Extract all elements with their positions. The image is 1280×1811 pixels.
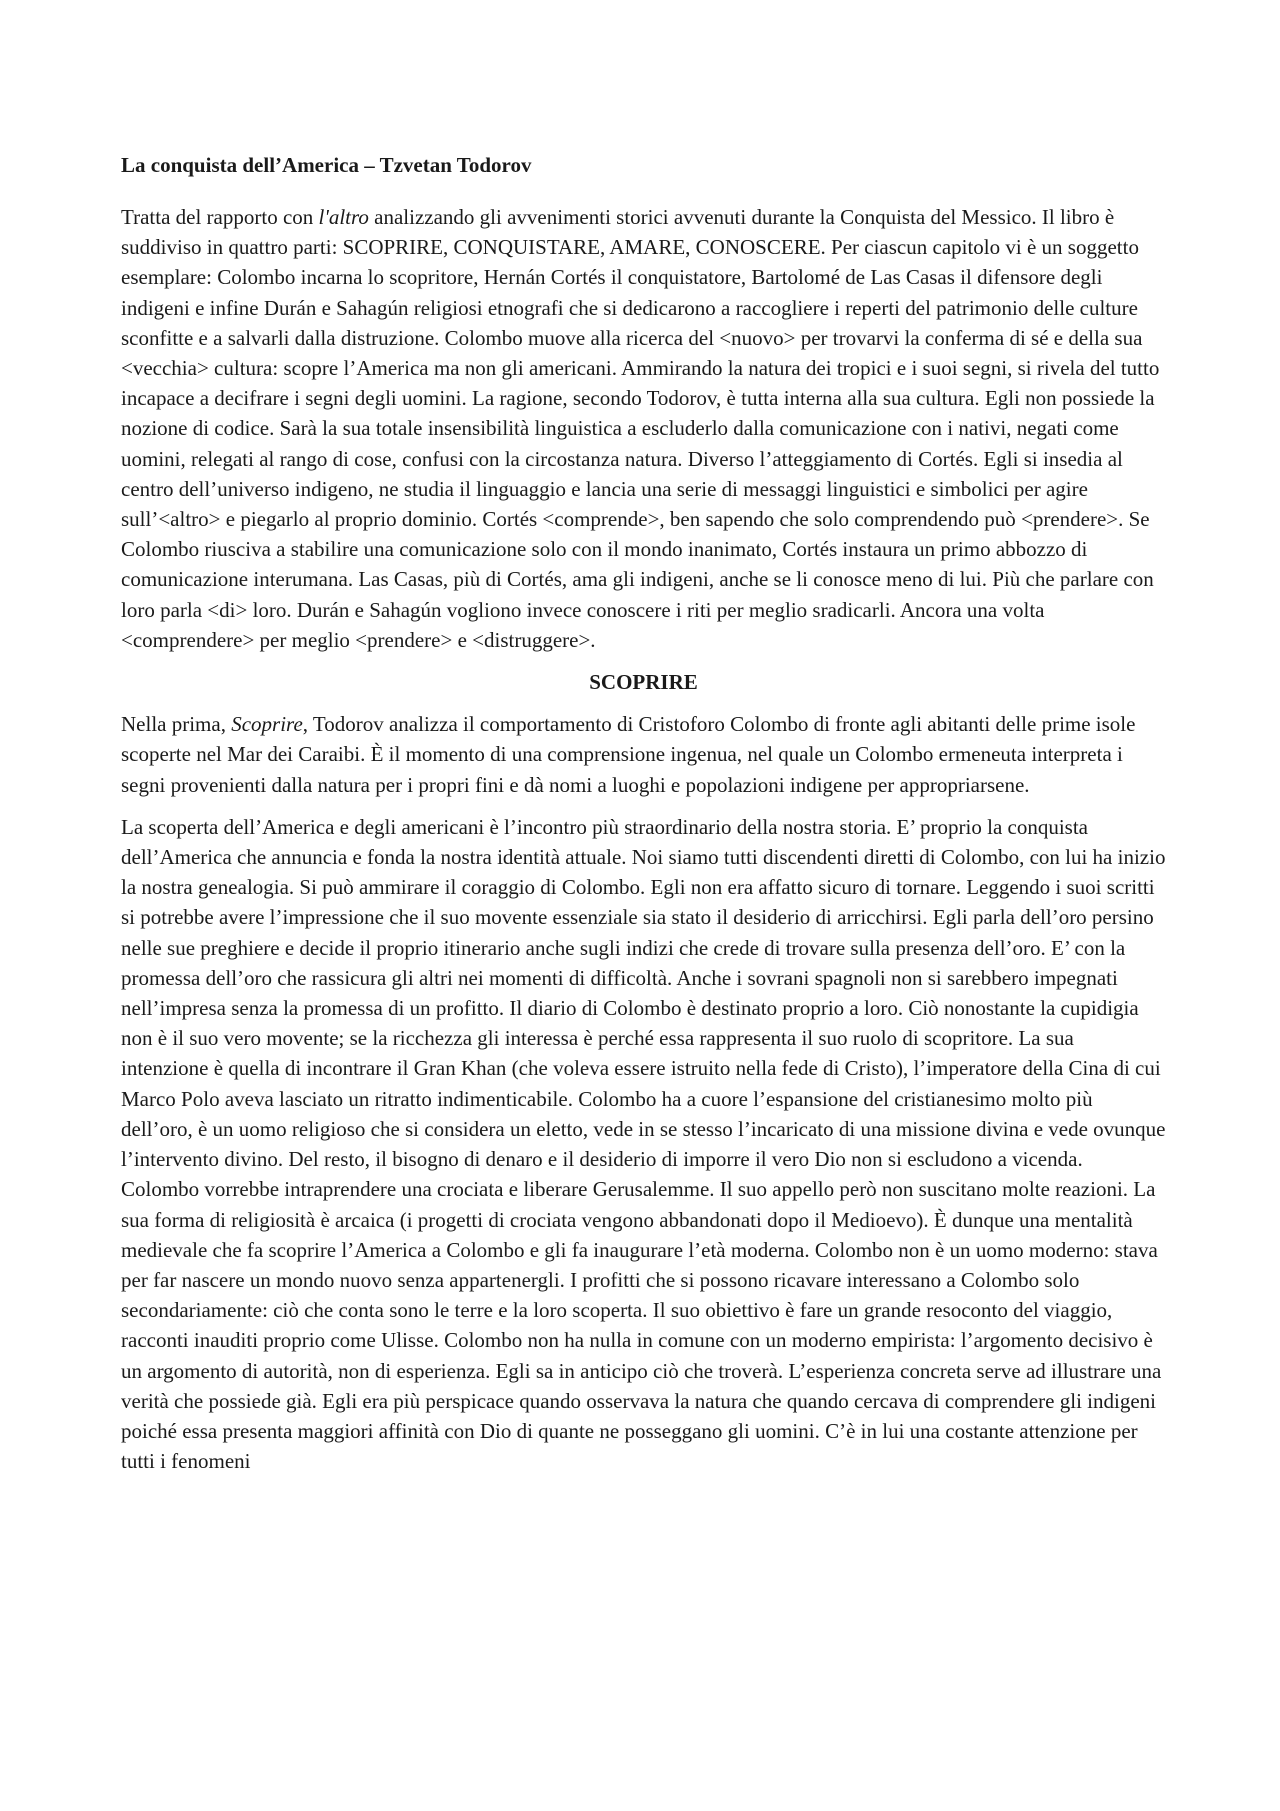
intro-text-rest: analizzando gli avvenimenti storici avvenuti durante la Conquista del Messico. Il libro è suddiviso in quattro parti: SCOPRIRE, CONQUISTARE, AMARE, CONOSCERE. Per ciascun capitolo vi è un soggetto esemplare: Colombo incarna lo scopritore, Hernán Cortés il conquistatore, Bartolomé de Las Casas il difensore degli indigeni e infine Durán e Sahagún religiosi etnografi che si dedicarono a raccogliere i reperti del patrimonio delle culture sconfitte e a salvarli dalla distruzione. Colombo muove alla ricerca del <nuovo> per trovarvi la conferma di sé e della sua <vecchia> cultura: scopre l’America ma non gli americani. Ammirando la natura dei tropici e i suoi segni, si rivela del tutto incapace a decifrare i segni degli uomini. La ragione, secondo Todorov, è tutta interna alla sua cultura. Egli non possiede la nozione di codice. Sarà la sua totale insensibilità linguistica a escluderlo dalla comunicazione con i nativi, negati come uomini, relegati al rango di cose, confusi con la circostanza natura. Diverso l’atteggiamento di Cortés. Egli si insedia al centro dell’universo indigeno, ne studia il linguaggio e lancia una serie di messaggi linguistici e simbolici per agire sull’<altro> e piegarlo al proprio dominio. Cortés <comprende>, ben sapendo che solo comprendendo può <prendere>. Se Colombo riusciva a stabilire una comunicazione solo con il mondo inanimato, Cortés instaura un primo abbozzo di comunicazione interumana. Las Casas, più di Cortés, ama gli indigeni, anche se li conosce meno di lui. Più che parlare con loro parla <di> loro. Durán e Sahagún vogliono invece conoscere i riti per meglio sradicarli. Ancora una volta <comprendere> per meglio <prendere> e <distruggere>. bbox=[121, 205, 1160, 652]
document-title: La conquista dell’America – Tzvetan Todorov bbox=[121, 153, 532, 177]
document-page bbox=[121, 150, 1166, 1488]
intro-paragraph bbox=[121, 202, 1166, 655]
body-paragraph: La scoperta dell’America e degli americani è l’incontro più straordinario della nostra storia. E’ proprio la conquista dell’America che annuncia e fonda la nostra identità attuale. Noi siamo tutti discendenti diretti di Colombo, con lui ha inizio la nostra genealogia. Si può ammirare il coraggio di Colombo. Egli non era affatto sicuro di tornare. Leggendo i suoi scritti si potrebbe avere l’impressione che il suo movente essenziale sia stato il desiderio di arricchirsi. Egli parla dell’oro persino nelle sue preghiere e decide il proprio itinerario anche sugli indizi che crede di trovare sulla presenza dell’oro. E’ con la promessa dell’oro che rassicura gli altri nei momenti di difficoltà. Anche i sovrani spagnoli non si sarebbero impegnati nell’impresa senza la promessa di un profitto. Il diario di Colombo è destinato proprio a loro. Ciò nonostante la cupidigia non è il suo vero movente; se la ricchezza gli interessa è perché essa rappresenta il suo ruolo di scopritore. La sua intenzione è quella di incontrare il Gran Khan (che voleva essere istruito nella fede di Cristo), l’imperatore della Cina di cui Marco Polo aveva lasciato un ritratto indimenticabile. Colombo ha a cuore l’espansione del cristianesimo molto più dell’oro, è un uomo religioso che si considera un eletto, vede in se stesso l’incaricato di una missione divina e vede ovunque l’intervento divino. Del resto, il bisogno di denaro e il desiderio di imporre il vero Dio non si escludono a vicenda. Colombo vorrebbe intraprendere una crociata e liberare Gerusalemme. Il suo appello però non suscitano molte reazioni. La sua forma di religiosità è arcaica (i progetti di crociata vengono abbandonati dopo il Medioevo). È dunque una mentalità medievale che fa scoprire l’America a Colombo e gli fa inaugurare l’età moderna. Colombo non è un uomo moderno: stava per far nascere un mondo nuovo senza appartenergli. I profitti che si possono ricavare interessano a Colombo solo secondariamente: ciò che conta sono le terre e la loro scoperta. Il suo obiettivo è fare un grande resoconto del viaggio, racconti inauditi proprio come Ulisse. Colombo non ha nulla in comune con un moderno empirista: l’argomento decisivo è un argomento di autorità, non di esperienza. Egli sa in anticipo ciò che troverà. L’esperienza concreta serve ad illustrare una verità che possiede già. Egli era più perspicace quando osservava la natura che quando cercava di comprendere gli indigeni poiché essa presenta maggiori affinità con Dio di quante ne posseggano gli uomini. C’è in lui una costante attenzione per tutti i fenomeni bbox=[121, 814, 1166, 1474]
intro-italic-term: l'altro bbox=[318, 205, 369, 229]
section-intro-paragraph bbox=[121, 709, 1166, 800]
section-intro-rest: , Todorov analizza il comportamento di Cristoforo Colombo di fronte agli abitanti delle prime isole scoperte nel Mar dei Caraibi. È il momento di una comprensione ingenua, nel quale un Colombo ermeneuta interpreta i segni provenienti dalla natura per i propri fini e dà nomi a luoghi e popolazioni indigene per appropriarsene. bbox=[121, 712, 1136, 797]
intro-text-start: Tratta del rapporto con bbox=[121, 205, 319, 229]
section-intro-start: Nella prima, bbox=[121, 712, 232, 737]
section-intro-italic-term: Scoprire bbox=[231, 712, 303, 737]
section-heading-scoprire: SCOPRIRE bbox=[589, 670, 698, 695]
